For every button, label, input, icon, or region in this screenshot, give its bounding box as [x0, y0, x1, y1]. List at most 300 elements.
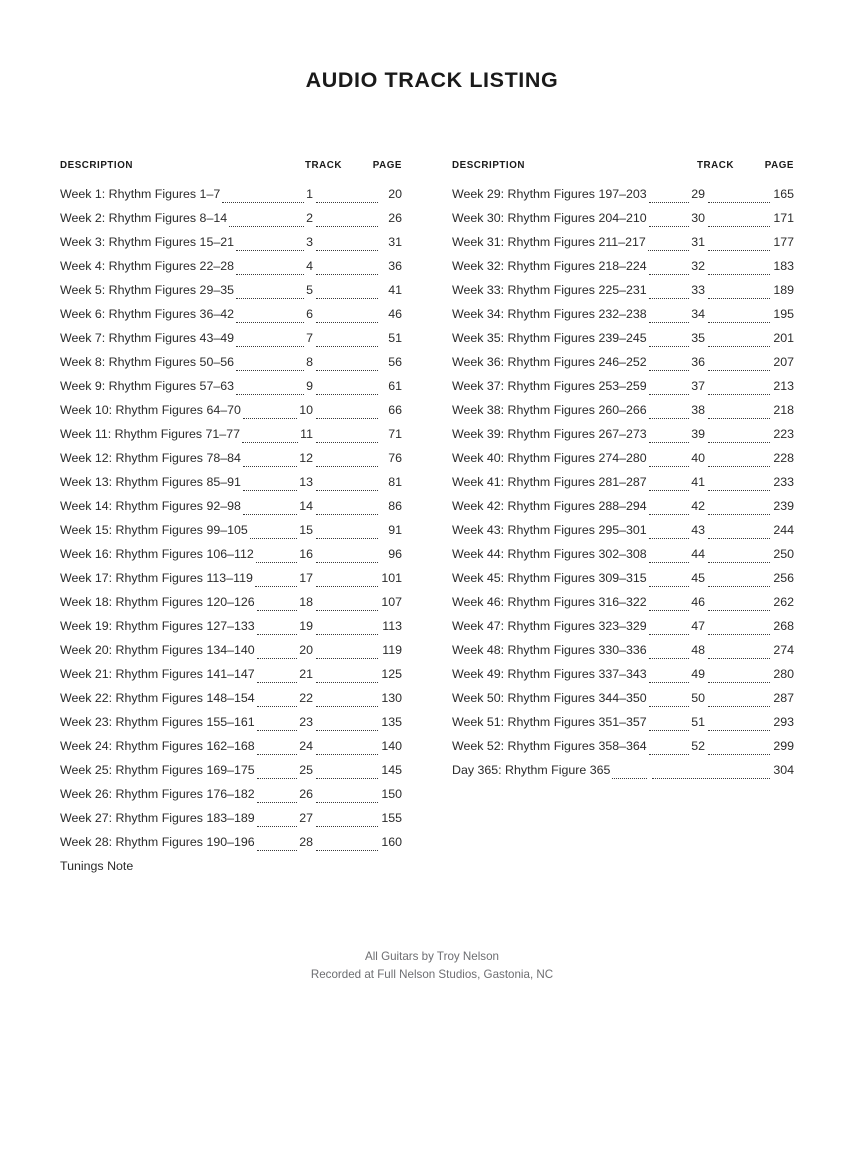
dot-leader [708, 729, 770, 731]
table-row [452, 355, 794, 379]
table-row [60, 523, 402, 547]
page-title: AUDIO TRACK LISTING [305, 68, 559, 92]
row-page-number: 101 [381, 571, 402, 585]
dot-leader [708, 489, 770, 491]
row-page-number: 201 [773, 331, 794, 345]
column-header-page: PAGE [372, 160, 402, 171]
dot-leader [316, 273, 378, 275]
dot-leader [316, 225, 378, 227]
row-track-number: 43 [691, 523, 705, 537]
row-description: Week 43: Rhythm Figures 295–301 [452, 523, 647, 537]
row-description: Week 20: Rhythm Figures 134–140 [60, 643, 255, 657]
row-track-number: 22 [299, 691, 313, 705]
table-row [452, 403, 794, 427]
dot-leader [316, 321, 378, 323]
row-page-number: 31 [388, 235, 402, 249]
row-page-number: 299 [773, 739, 794, 753]
row-track-number: 29 [691, 187, 705, 201]
table-row [452, 235, 794, 259]
track-listing-columns [0, 160, 864, 883]
dot-leader [316, 201, 378, 203]
dot-leader [236, 297, 304, 299]
table-row [452, 451, 794, 475]
dot-leader [229, 225, 304, 227]
dot-leader [708, 321, 770, 323]
dot-leader [649, 417, 690, 419]
table-row [60, 787, 402, 811]
dot-leader [708, 585, 770, 587]
dot-leader [649, 609, 690, 611]
dot-leader [648, 249, 689, 251]
dot-leader [316, 753, 378, 755]
row-page-number: 244 [773, 523, 794, 537]
row-description: Week 15: Rhythm Figures 99–105 [60, 523, 248, 537]
table-row [60, 379, 402, 403]
row-page-number: 239 [773, 499, 794, 513]
row-description: Week 5: Rhythm Figures 29–35 [60, 283, 235, 297]
dot-leader [316, 489, 378, 491]
row-page-number: 150 [381, 787, 402, 801]
dot-leader [649, 561, 690, 563]
dot-leader [243, 465, 297, 467]
table-row [60, 307, 402, 331]
column-header-page: PAGE [764, 160, 794, 171]
row-track-number: 21 [299, 667, 313, 681]
row-track-number: 38 [691, 403, 705, 417]
dot-leader [649, 657, 690, 659]
row-track-number: 15 [299, 523, 313, 537]
row-track-number: 31 [691, 235, 705, 249]
row-track-number: 48 [691, 643, 705, 657]
row-page-number: 140 [381, 739, 402, 753]
table-row [60, 571, 402, 595]
row-track-number: 47 [691, 619, 705, 633]
dot-leader [316, 609, 378, 611]
row-track-number: 6 [306, 307, 313, 321]
table-row [60, 475, 402, 499]
table-row [452, 595, 794, 619]
row-page-number: 171 [773, 211, 794, 225]
dot-leader [649, 321, 690, 323]
dot-leader [649, 465, 690, 467]
row-track-number: 25 [299, 763, 313, 777]
row-page-number: 81 [388, 475, 402, 489]
dot-leader [316, 369, 378, 371]
table-row [60, 211, 402, 235]
row-page-number: 218 [773, 403, 794, 417]
table-row [452, 475, 794, 499]
dot-leader [222, 201, 304, 203]
dot-leader [649, 633, 690, 635]
row-description: Week 40: Rhythm Figures 274–280 [452, 451, 647, 465]
dot-leader [649, 753, 690, 755]
column-header-row [452, 160, 794, 182]
table-row [60, 355, 402, 379]
table-row [60, 595, 402, 619]
row-track-number: 19 [299, 619, 313, 633]
row-page-number: 293 [773, 715, 794, 729]
dot-leader [236, 393, 304, 395]
footer-line-studio: Recorded at Full Nelson Studios, Gastonia, NC [310, 968, 554, 981]
row-page-number: 66 [388, 403, 402, 417]
row-page-number: 56 [388, 355, 402, 369]
row-page-number: 207 [773, 355, 794, 369]
dot-leader [316, 801, 378, 803]
dot-leader [316, 681, 378, 683]
row-description: Week 29: Rhythm Figures 197–203 [452, 187, 647, 201]
table-row [452, 619, 794, 643]
dot-leader [316, 849, 378, 851]
row-track-number: 27 [299, 811, 313, 825]
table-row [60, 283, 402, 307]
row-page-number: 145 [381, 763, 402, 777]
row-track-number: 36 [691, 355, 705, 369]
row-page-number: 287 [773, 691, 794, 705]
dot-leader [316, 705, 378, 707]
dot-leader [316, 297, 378, 299]
dot-leader [649, 345, 690, 347]
row-track-number: 49 [691, 667, 705, 681]
row-description: Week 26: Rhythm Figures 176–182 [60, 787, 255, 801]
dot-leader [316, 417, 378, 419]
table-row [60, 259, 402, 283]
dot-leader [708, 537, 770, 539]
row-page-number: 96 [388, 547, 402, 561]
row-track-number: 24 [299, 739, 313, 753]
dot-leader [316, 345, 378, 347]
dot-leader [236, 249, 304, 251]
row-description: Week 8: Rhythm Figures 50–56 [60, 355, 235, 369]
table-row [60, 835, 402, 859]
table-row [452, 643, 794, 667]
row-page-number: 195 [773, 307, 794, 321]
dot-leader [708, 417, 770, 419]
row-description: Week 38: Rhythm Figures 260–266 [452, 403, 647, 417]
row-page-number: 41 [388, 283, 402, 297]
row-page-number: 36 [388, 259, 402, 273]
row-page-number: 46 [388, 307, 402, 321]
row-description: Week 36: Rhythm Figures 246–252 [452, 355, 647, 369]
row-page-number: 165 [773, 187, 794, 201]
dot-leader [708, 681, 770, 683]
dot-leader [316, 825, 378, 827]
row-description: Week 49: Rhythm Figures 337–343 [452, 667, 647, 681]
column-header-description: DESCRIPTION [60, 160, 134, 171]
row-track-number: 11 [300, 427, 313, 441]
row-description: Week 22: Rhythm Figures 148–154 [60, 691, 255, 705]
table-row [60, 499, 402, 523]
row-description: Tunings Note [60, 859, 134, 873]
track-rows-right [452, 187, 794, 787]
row-track-number: 10 [299, 403, 313, 417]
row-page-number: 76 [388, 451, 402, 465]
row-track-number: 3 [306, 235, 313, 249]
row-track-number: 34 [691, 307, 705, 321]
table-row [452, 739, 794, 763]
table-row [60, 691, 402, 715]
table-row [452, 283, 794, 307]
dot-leader [316, 441, 378, 443]
row-description: Week 44: Rhythm Figures 302–308 [452, 547, 647, 561]
dot-leader [708, 705, 770, 707]
dot-leader [708, 441, 770, 443]
column-header-track: TRACK [696, 160, 734, 171]
dot-leader [257, 609, 298, 611]
dot-leader [649, 441, 690, 443]
row-page-number: 280 [773, 667, 794, 681]
table-row [60, 643, 402, 667]
row-description: Week 25: Rhythm Figures 169–175 [60, 763, 255, 777]
row-description: Week 16: Rhythm Figures 106–112 [60, 547, 254, 561]
row-track-number: 4 [306, 259, 313, 273]
row-page-number: 61 [388, 379, 402, 393]
row-track-number: 50 [691, 691, 705, 705]
table-row [452, 523, 794, 547]
table-row [452, 667, 794, 691]
column-header-description: DESCRIPTION [452, 160, 526, 171]
dot-leader [316, 657, 378, 659]
dot-leader [243, 513, 297, 515]
dot-leader [257, 753, 298, 755]
row-page-number: 250 [773, 547, 794, 561]
row-page-number: 130 [381, 691, 402, 705]
dot-leader [649, 705, 690, 707]
row-track-number: 39 [691, 427, 705, 441]
row-description: Week 34: Rhythm Figures 232–238 [452, 307, 647, 321]
row-page-number: 233 [773, 475, 794, 489]
dot-leader [708, 297, 770, 299]
track-rows-left [60, 187, 402, 883]
row-page-number: 107 [381, 595, 402, 609]
row-description: Week 35: Rhythm Figures 239–245 [452, 331, 647, 345]
row-page-number: 304 [773, 763, 794, 777]
dot-leader [708, 657, 770, 659]
table-row [60, 715, 402, 739]
dot-leader [649, 297, 690, 299]
row-page-number: 262 [773, 595, 794, 609]
column-header-track: TRACK [304, 160, 342, 171]
row-description: Week 47: Rhythm Figures 323–329 [452, 619, 647, 633]
row-description: Week 50: Rhythm Figures 344–350 [452, 691, 647, 705]
dot-leader [257, 801, 298, 803]
row-page-number: 20 [388, 187, 402, 201]
row-page-number: 113 [382, 619, 402, 633]
dot-leader [708, 249, 770, 251]
row-description: Week 33: Rhythm Figures 225–231 [452, 283, 647, 297]
row-description: Week 32: Rhythm Figures 218–224 [452, 259, 647, 273]
dot-leader [708, 273, 770, 275]
dot-leader [708, 633, 770, 635]
track-listing-column-right [452, 160, 794, 787]
row-track-number: 5 [306, 283, 313, 297]
row-description: Week 24: Rhythm Figures 162–168 [60, 739, 255, 753]
track-listing-column-left [60, 160, 402, 883]
row-track-number: 37 [691, 379, 705, 393]
dot-leader [649, 393, 690, 395]
dot-leader [708, 369, 770, 371]
dot-leader [649, 513, 690, 515]
row-description: Week 21: Rhythm Figures 141–147 [60, 667, 255, 681]
dot-leader [316, 249, 378, 251]
column-header-row [60, 160, 402, 182]
dot-leader [236, 321, 304, 323]
row-page-number: 274 [773, 643, 794, 657]
dot-leader [316, 777, 378, 779]
row-page-number: 177 [773, 235, 794, 249]
row-track-number: 46 [691, 595, 705, 609]
dot-leader [649, 729, 690, 731]
row-track-number: 23 [299, 715, 313, 729]
dot-leader [612, 777, 647, 779]
dot-leader [236, 345, 304, 347]
row-description: Week 42: Rhythm Figures 288–294 [452, 499, 647, 513]
table-row [452, 211, 794, 235]
table-row [60, 403, 402, 427]
table-row [60, 427, 402, 451]
table-row [452, 379, 794, 403]
row-page-number: 213 [773, 379, 794, 393]
row-description: Week 41: Rhythm Figures 281–287 [452, 475, 647, 489]
row-track-number: 40 [691, 451, 705, 465]
row-page-number: 228 [773, 451, 794, 465]
table-row [60, 763, 402, 787]
footer-line-performer: All Guitars by Troy Nelson [364, 950, 500, 963]
table-row [60, 187, 402, 211]
dot-leader [236, 273, 304, 275]
dot-leader [708, 561, 770, 563]
row-track-number: 51 [691, 715, 705, 729]
dot-leader [243, 417, 297, 419]
row-description: Week 52: Rhythm Figures 358–364 [452, 739, 647, 753]
dot-leader [649, 537, 690, 539]
dot-leader [649, 369, 690, 371]
row-page-number: 91 [388, 523, 402, 537]
row-description: Week 23: Rhythm Figures 155–161 [60, 715, 255, 729]
dot-leader [250, 537, 297, 539]
row-description: Week 37: Rhythm Figures 253–259 [452, 379, 647, 393]
dot-leader [256, 561, 297, 563]
row-description: Week 46: Rhythm Figures 316–322 [452, 595, 647, 609]
table-row [452, 763, 794, 787]
row-track-number: 52 [691, 739, 705, 753]
dot-leader [649, 489, 690, 491]
row-track-number: 45 [691, 571, 705, 585]
row-description: Week 48: Rhythm Figures 330–336 [452, 643, 647, 657]
row-track-number: 16 [299, 547, 313, 561]
table-row [60, 235, 402, 259]
dot-leader [649, 273, 690, 275]
table-row [60, 547, 402, 571]
dot-leader [316, 585, 378, 587]
row-description: Week 27: Rhythm Figures 183–189 [60, 811, 255, 825]
row-description: Week 19: Rhythm Figures 127–133 [60, 619, 255, 633]
row-page-number: 268 [773, 619, 794, 633]
table-row [452, 187, 794, 211]
row-page-number: 119 [382, 643, 402, 657]
row-track-number: 12 [299, 451, 313, 465]
dot-leader [708, 393, 770, 395]
footer-credits [0, 948, 864, 984]
dot-leader [708, 513, 770, 515]
row-description: Week 7: Rhythm Figures 43–49 [60, 331, 235, 345]
table-row [60, 811, 402, 835]
row-page-number: 160 [381, 835, 402, 849]
row-track-number: 7 [306, 331, 313, 345]
row-description: Week 17: Rhythm Figures 113–119 [60, 571, 253, 585]
table-row [452, 307, 794, 331]
row-page-number: 71 [388, 427, 402, 441]
row-track-number: 9 [306, 379, 313, 393]
row-description: Week 3: Rhythm Figures 15–21 [60, 235, 235, 249]
row-page-number: 183 [773, 259, 794, 273]
row-track-number: 13 [299, 475, 313, 489]
row-track-number: 8 [306, 355, 313, 369]
dot-leader [316, 537, 378, 539]
dot-leader [316, 513, 378, 515]
dot-leader [316, 465, 378, 467]
dot-leader [649, 585, 690, 587]
row-track-number: 33 [691, 283, 705, 297]
row-page-number: 155 [381, 811, 402, 825]
row-page-number: 86 [388, 499, 402, 513]
dot-leader [708, 465, 770, 467]
row-description: Week 30: Rhythm Figures 204–210 [452, 211, 647, 225]
dot-leader [257, 633, 298, 635]
table-row [60, 859, 402, 883]
row-description: Week 1: Rhythm Figures 1–7 [60, 187, 221, 201]
row-description: Week 51: Rhythm Figures 351–357 [452, 715, 647, 729]
table-row [452, 547, 794, 571]
row-description: Week 45: Rhythm Figures 309–315 [452, 571, 647, 585]
row-track-number: 41 [691, 475, 705, 489]
table-row [60, 331, 402, 355]
dot-leader [255, 585, 297, 587]
dot-leader [708, 609, 770, 611]
row-description: Week 18: Rhythm Figures 120–126 [60, 595, 255, 609]
table-row [452, 499, 794, 523]
row-description: Week 12: Rhythm Figures 78–84 [60, 451, 241, 465]
dot-leader [316, 561, 378, 563]
row-track-number: 20 [299, 643, 313, 657]
dot-leader [236, 369, 304, 371]
dot-leader [257, 825, 298, 827]
row-page-number: 256 [773, 571, 794, 585]
dot-leader [257, 705, 298, 707]
row-page-number: 189 [773, 283, 794, 297]
row-description: Week 10: Rhythm Figures 64–70 [60, 403, 241, 417]
row-track-number: 18 [299, 595, 313, 609]
row-description: Week 14: Rhythm Figures 92–98 [60, 499, 241, 513]
dot-leader [316, 393, 378, 395]
row-description: Week 31: Rhythm Figures 211–217 [452, 235, 646, 249]
row-description: Week 39: Rhythm Figures 267–273 [452, 427, 647, 441]
dot-leader [316, 633, 378, 635]
row-description: Week 28: Rhythm Figures 190–196 [60, 835, 255, 849]
table-row [60, 451, 402, 475]
row-track-number: 35 [691, 331, 705, 345]
table-row [452, 331, 794, 355]
row-description: Day 365: Rhythm Figure 365 [452, 763, 611, 777]
row-track-number: 30 [691, 211, 705, 225]
row-description: Week 2: Rhythm Figures 8–14 [60, 211, 228, 225]
table-row [452, 691, 794, 715]
table-row [60, 739, 402, 763]
row-description: Week 13: Rhythm Figures 85–91 [60, 475, 241, 489]
row-page-number: 51 [388, 331, 402, 345]
dot-leader [649, 201, 690, 203]
row-description: Week 6: Rhythm Figures 36–42 [60, 307, 235, 321]
dot-leader [257, 657, 298, 659]
